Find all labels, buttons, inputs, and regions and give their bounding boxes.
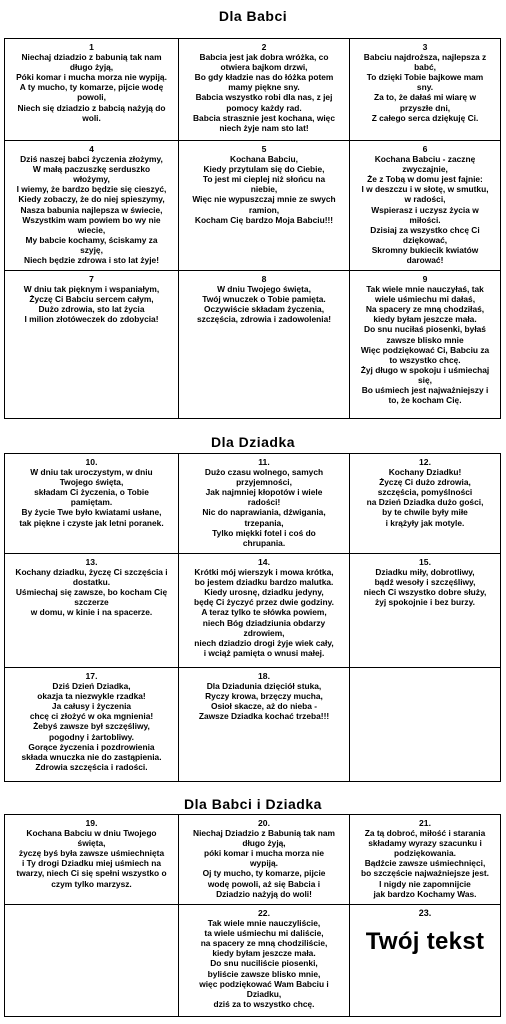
verse-text: Niechaj dziadzio z babunią tak nam długo żyją, Póki komar i mucha morza nie wypiją. A ty mucho, ty komarze, pijcie wodę powoli, Niech się dziadzio z babcią nażyją do woli. [16, 52, 167, 123]
verse-text: Babcia jest jak dobra wróżka, co otwiera bajkom drzwi, Bo gdy kładzie nas do łóżka potem mamy piękne sny. Babcia wszystko robi dla nas, z jej pomocy każdy rad. Babcia strasznie jest kochana, więc niech żyje nam sto lat! [193, 52, 335, 133]
verse-cell [5, 271, 179, 419]
verse-number: 6 [422, 144, 428, 154]
verse-text: Za tą dobroć, miłość i starania składamy wyrazy szacunku i podziękowania. Bądźcie zawsze uśmiechnięci, bo szczęście najważniejsze jest. I nigdy nie zapomnijcie jak bardzo Kochamy Was. [360, 828, 489, 899]
verse-number: 21. [419, 818, 431, 828]
verse-cell [179, 454, 350, 554]
verse-number: 12. [419, 457, 431, 467]
verse-text: Dziadku miły, dobrotliwy, bądź wesoły i szczęśliwy, niech Ci wszystko dobre służy, żyj spokojnie i bez burzy. [363, 567, 487, 608]
verse-text: Dziś naszej babci życzenia złożymy, W małą paczuszkę serduszko włożymy, I wiemy, że bardzo będzie się cieszyć, Kiedy zobaczy, że do niej spieszymy, Nasza babunia najlepsza w świecie, Wszystkim wam powiem bo wy nie wiecie, My babcie kochamy, ściskamy za szyję, Niech będzie zdrowa i sto lat żyje! [16, 154, 167, 266]
verse-text: Tak wiele mnie nauczyliście, ta wiele uśmiechu mi daliście, na spacery ze mną chodziliście, kiedy byłam jeszcze mała. Do snu nuciliście piosenki, byliście zawsze blisko mnie, więc podziękować Wam Babciu i Dziadku, dziś za to wszystko chcę. [199, 918, 329, 1009]
verse-cell [350, 141, 501, 271]
verse-cell [350, 454, 501, 554]
verse-cell [5, 454, 179, 554]
verse-text: Kochana Babciu, Kiedy przytulam się do Ciebie, To jest mi cieplej niż słońcu na niebie, Więc nie wypuszczaj mnie ze swych ramion, Kocham Cię bardzo Moja Babciu!!! [192, 154, 336, 225]
section-title-dziadek: Dla Dziadka [210, 434, 296, 450]
verse-number: 18. [258, 671, 270, 681]
verse-number: 17. [85, 671, 98, 681]
verse-cell [5, 815, 179, 905]
verse-number: 8 [261, 274, 267, 284]
verse-cell [5, 39, 179, 141]
verse-number: 2 [261, 42, 267, 52]
verse-cell [179, 815, 350, 905]
verse-number: 11. [258, 457, 270, 467]
verse-number: 3 [422, 42, 428, 52]
verse-text: Krótki mój wierszyk i mowa krótka, bo jestem dziadku bardzo malutka. Kiedy urosnę, dziadku jedyny, będę Ci życzyć przez dwie godziny. A teraz tylko te słówka powiem, niech Bóg dziadziunia obdarzy zdrowiem, niech dziadzio drogi żyje wiek cały, i wciąż pamięta o wnusi małej. [194, 567, 334, 658]
verse-text: W dniu tak uroczystym, w dniu Twojego święta, składam Ci życzenia, o Tobie pamiętam. By życie Twe było kwiatami usłane, tak piękne i czyste jak letni poranek. [19, 467, 164, 528]
verse-text: Kochany Dziadku! Życzę Ci dużo zdrowia, szczęścia, pomyślności na Dzień Dziadka dużo gości, by te chwile były miłe i krążyły jak motyle. [366, 467, 484, 528]
verse-number: 20. [258, 818, 270, 828]
verse-cell [179, 271, 350, 419]
verse-number: 1 [89, 42, 94, 52]
grid-babcia-i-dziadek [4, 814, 501, 1017]
verse-text: Kochany dziadku, życzę Ci szczęścia i dostatku. Uśmiechaj się zawsze, bo kocham Cię szczerze w domu, w kinie i na spacerze. [15, 567, 168, 618]
verse-number: 22. [258, 908, 270, 918]
verse-cell [179, 905, 350, 1017]
grid-dziadek [4, 453, 501, 782]
verse-text: Dziś Dzień Dziadka, okazja ta niezwykle rzadka! Ja całusy i życzenia chcę ci złożyć w oka mgnienia! Żebyś zawsze był szczęśliwy, pogodny i żartobliwy. Gorące życzenia i pozdrowienia składa wnuczka nie do zastąpienia. Zdrowia szczęścia i radości. [21, 681, 162, 772]
verse-text: Babciu najdroższa, najlepsza z babć, To dzięki Tobie bajkowe mam sny. Za to, że dałaś mi wiarę w przyszłe dni, Z całego serca dziękuję Ci. [363, 52, 487, 123]
verse-text: Dużo czasu wolnego, samych przyjemności, Jak najmniej kłopotów i wiele radości! Nic do naprawiania, dźwigania, trzepania, Tylko miękki fotel i coś do chrupania. [202, 467, 326, 548]
empty-cell [350, 668, 501, 782]
verse-cell [5, 141, 179, 271]
section-title-babcia: Dla Babci [218, 8, 288, 24]
verse-cell [179, 554, 350, 668]
verse-text: W dniu tak pięknym i wspaniałym, Życzę Ci Babciu sercem całym, Dużo zdrowia, sto lat życia I milion złotóweczek do zdobycia! [23, 284, 160, 325]
verse-number: 14. [258, 557, 270, 567]
verse-cell [350, 554, 501, 668]
verse-text: Niechaj Dziadzio z Babunią tak nam długo żyją, póki komar i mucha morza nie wypiją. Oj ty mucho, ty komarze, pijcie wodę powoli, aż się Babcia i Dziadzio nażyją do woli! [193, 828, 335, 899]
verse-text: Dla Dziadunia dzięciół stuka, Ryczy krowa, brzęczy mucha, Osioł skacze, aż do nieba - Zawsze Dziadka kochać trzeba!!! [198, 681, 330, 722]
verse-text: Kochana Babciu w dniu Twojego święta, życzę byś była zawsze uśmiechnięta i Ty drogi Dziadku miej uśmiech na twarzy, niech Ci się spełni wszystko o czym tylko marzysz. [16, 828, 167, 889]
section-title-babcia-i-dziadek: Dla Babci i Dziadka [184, 796, 322, 812]
verse-number: 7 [89, 274, 94, 284]
verse-number: 9 [422, 274, 428, 284]
verse-number: 13. [85, 557, 98, 567]
grid-babcia [4, 38, 501, 419]
verse-cell [179, 39, 350, 141]
verse-cell [350, 271, 501, 419]
verse-cell [5, 668, 179, 782]
verse-number: 5 [261, 144, 267, 154]
verse-text: W dniu Twojego święta, Twój wnuczek o Tobie pamięta. Oczywiście składam życzenia, szczęścia, zdrowia i zadowolenia! [196, 284, 332, 325]
verse-cell [179, 668, 350, 782]
verse-cell [350, 815, 501, 905]
custom-text-placeholder: Twój tekst [365, 928, 485, 956]
custom-text-cell [350, 905, 501, 1017]
verse-number: 10. [85, 457, 98, 467]
verse-number: 4 [89, 144, 94, 154]
empty-cell [5, 905, 179, 1017]
verse-number: 19. [85, 818, 98, 828]
verse-cell [350, 39, 501, 141]
verse-number: 15. [419, 557, 431, 567]
verse-cell [179, 141, 350, 271]
verse-number: 23. [418, 908, 432, 918]
verse-cell [5, 554, 179, 668]
verse-text: Kochana Babciu - zacznę zwyczajnie, Że z Tobą w domu jest fajnie: I w deszczu i w słotę, w smutku, w radości, Wspierasz i uczysz życia w miłości. Dzisiaj za wszystko chcę Ci dziękować, Skromny bukiecik kwiatów darować! [361, 154, 489, 266]
verse-text: Tak wiele mnie nauczyłaś, tak wiele uśmiechu mi dałaś, Na spacery ze mną chodziłaś, kiedy byłam jeszcze mała. Do snu nuciłaś piosenki, byłaś zawsze blisko mnie Więc podziękować Ci, Babciu za to wszystko chcę. Żyj długo w spokoju i uśmiechaj się, Bo uśmiech jest najważniejszy i to, że kocham Cię. [360, 284, 490, 406]
